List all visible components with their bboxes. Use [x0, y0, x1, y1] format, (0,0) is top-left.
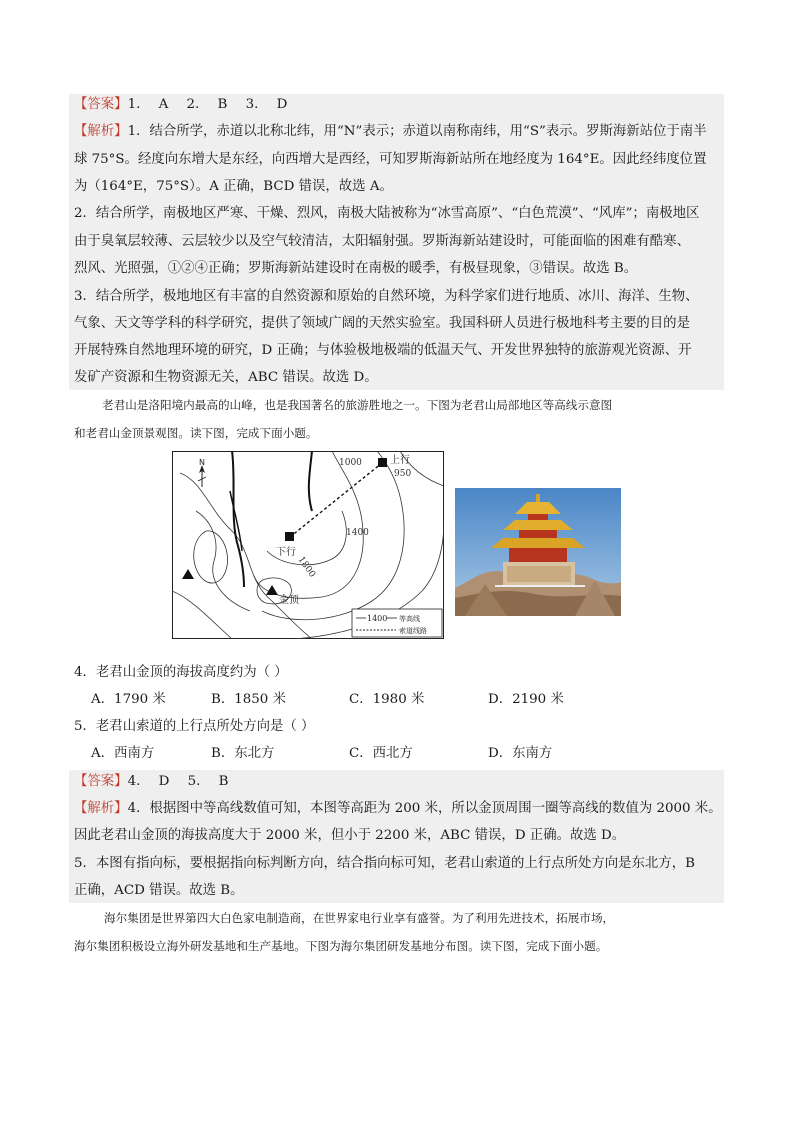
- lower-station-label: 下行: [276, 547, 296, 558]
- lower-station-marker: [285, 532, 294, 541]
- analysis-line-7: 3．结合所学，极地地区有丰富的自然资源和原始的自然环境，为科学家们进行地质、冰川、海洋、生物、: [74, 289, 699, 304]
- analysis-tag-2: 【解析】: [74, 801, 128, 816]
- q5-stem: 5．老君山索道的上行点所处方向是（ ）: [74, 719, 315, 734]
- analysis2-line-1: 【解析】4．根据图中等高线数值可知，本图等高距为 200 米，所以金顶周围一圈等高线的数值为 2000 米。: [74, 801, 722, 816]
- q4-option-b[interactable]: B．1850 米: [211, 692, 286, 707]
- legend-cable-text: 索道线路: [399, 627, 427, 635]
- q4-option-c[interactable]: C．1980 米: [349, 692, 425, 707]
- answer-line-1: [74, 96, 287, 114]
- upper-station-marker: [378, 458, 387, 467]
- q5-option-a[interactable]: A．西南方: [91, 746, 155, 761]
- analysis-line-6: 烈风、光照强，①②④正确；罗斯海新站建设时在南极的暖季，有极昼现象，③错误。故选 B。: [74, 261, 638, 276]
- q4-stem: 4．老君山金顶的海拔高度约为（ ）: [74, 665, 288, 680]
- q5-option-d[interactable]: D．东南方: [488, 746, 553, 761]
- answer-line-2: [74, 773, 228, 791]
- north-label: N: [199, 458, 205, 467]
- analysis-line-4: 2．结合所学，南极地区严寒、干燥、烈风，南极大陆被称为“冰雪高原”、“白色荒漠”、“风库”；南极地区: [74, 206, 700, 221]
- q4-option-a[interactable]: A．1790 米: [91, 692, 166, 707]
- analysis2-line-2: 因此老君山金顶的海拔高度大于 2000 米，但小于 2200 米，ABC 错误，D 正确。故选 D。: [74, 828, 626, 843]
- analysis-line-1: 【解析】1．结合所学，赤道以北称北纬，用“N”表示；赤道以南称南纬，用“S”表示。罗斯海新站位于南半: [74, 124, 707, 139]
- intro-haier-2: 海尔集团积极设立海外研发基地和生产基地。下图为海尔集团研发基地分布图。读下图，完成下面小题。: [74, 939, 608, 953]
- analysis2-line-3: 5．本图有指向标，要根据指向标判断方向，结合指向标可知，老君山索道的上行点所处方向是东北方，B: [74, 856, 695, 871]
- analysis-line-2: 球 75°S。经度向东增大是东经，向西增大是西经，可知罗斯海新站所在地经度为 164°E。因此经纬度位置: [74, 152, 707, 167]
- answer-tag: 【答案】: [74, 97, 128, 112]
- intro-haier-1: 海尔集团是世界第四大白色家电制造商，在世界家电行业享有盛誉。为了利用先进技术，拓展市场，: [104, 911, 615, 925]
- analysis-line-9: 开展特殊自然地理环境的研究，D 正确；与体验极地极端的低温天气、开发世界独特的旅游观光资源、开: [74, 343, 692, 358]
- legend-contour-value: 1400: [367, 614, 388, 623]
- contour-1800-label: 1800: [295, 554, 317, 580]
- map-legend: [352, 609, 442, 637]
- analysis-line-3: 为（164°E，75°S）。A 正确，BCD 错误，故选 A。: [74, 179, 393, 194]
- upper-station-label: 上行: [390, 455, 410, 466]
- contour-950-label: 950: [394, 469, 412, 479]
- answer-text-2: 4. D 5. B: [127, 774, 229, 789]
- jinding-photo: [455, 488, 621, 616]
- analysis-tag: 【解析】: [74, 124, 128, 139]
- analysis-line-8: 气象、天文等学科的科学研究，提供了领域广阔的天然实验室。我国科研人员进行极地科考主要的目的是: [74, 316, 690, 331]
- analysis2-line-4: 正确，ACD 错误。故选 B。: [74, 883, 244, 898]
- q4-option-d[interactable]: D．2190 米: [488, 692, 564, 707]
- analysis-line-5: 由于臭氧层较薄、云层较少以及空气较清洁，太阳辐射强。罗斯海新站建设时，可能面临的困难有酷寒、: [74, 234, 690, 249]
- contour-1000-label: 1000: [339, 458, 362, 468]
- answer-tag-2: 【答案】: [74, 774, 128, 789]
- contour-1400-label: 1400: [346, 528, 369, 538]
- analysis-line-10: 发矿产资源和生物资源无关，ABC 错误。故选 D。: [74, 370, 378, 385]
- intro-laojunshan-2: 和老君山金顶景观图。读下图，完成下面小题。: [74, 426, 318, 440]
- intro-laojunshan-1: 老君山是洛阳境内最高的山峰，也是我国著名的旅游胜地之一。下图为老君山局部地区等高线示意图: [102, 398, 613, 412]
- peak-label: 金顶: [279, 595, 299, 606]
- q5-option-b[interactable]: B．东北方: [211, 746, 275, 761]
- q5-option-c[interactable]: C．西北方: [349, 746, 413, 761]
- legend-contour-text: 等高线: [399, 615, 420, 623]
- answer-text: 1. A 2. B 3. D: [127, 97, 288, 112]
- contour-map: [172, 451, 444, 639]
